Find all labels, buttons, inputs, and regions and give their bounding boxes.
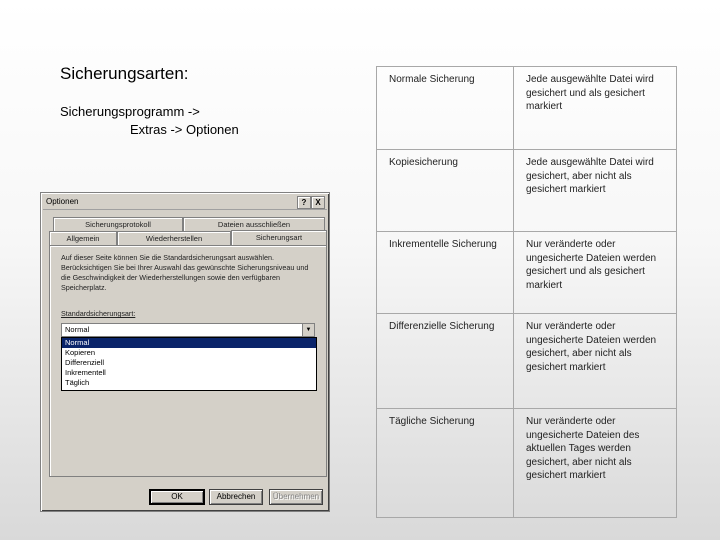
backup-type-name: Kopiesicherung xyxy=(377,150,514,232)
table-row xyxy=(377,67,677,150)
table-row xyxy=(377,314,677,409)
options-dialog xyxy=(40,192,330,512)
slide-heading: Sicherungsarten: xyxy=(60,64,189,83)
backup-type-label: Standardsicherungsart: xyxy=(61,309,136,318)
apply-button[interactable]: Übernehmen xyxy=(269,489,323,505)
option-normal[interactable]: Normal xyxy=(62,338,316,348)
tab-wiederherstellen[interactable]: Wiederherstellen xyxy=(117,231,231,245)
table-row xyxy=(377,232,677,314)
close-button[interactable]: X xyxy=(311,196,325,209)
panel-description: Auf dieser Seite können Sie die Standardsicherungsart auswählen. Berücksichtigen Sie bei Ihrer Auswahl das gewünschte Sicherungsniveau und die Geschwindigkeit der Wiederherstellungen sowie den verfügbaren Speicherplatz. xyxy=(61,253,309,292)
selected-backup-type: Normal xyxy=(65,325,90,334)
backup-type-description: Nur veränderte oder ungesicherte Dateien werden gesichert und als gesichert markiert xyxy=(514,232,677,314)
ok-button[interactable]: OK xyxy=(149,489,205,505)
menu-path-line-1: Sicherungsprogramm -> xyxy=(60,104,200,119)
cancel-button[interactable]: Abbrechen xyxy=(209,489,263,505)
backup-type-description: Jede ausgewählte Datei wird gesichert und als gesichert markiert xyxy=(514,67,677,150)
dialog-title: Optionen xyxy=(46,197,79,206)
table-row xyxy=(377,409,677,518)
backup-types-table xyxy=(376,66,677,518)
backup-type-description: Nur veränderte oder ungesicherte Dateien des aktuellen Tages werden gesichert, aber nicht als gesichert markiert xyxy=(514,409,677,518)
help-button[interactable]: ? xyxy=(297,196,311,209)
option-taeglich[interactable]: Täglich xyxy=(65,378,90,387)
tab-sicherungsprotokoll[interactable]: Sicherungsprotokoll xyxy=(53,217,183,231)
tab-sicherungsart[interactable]: Sicherungsart xyxy=(231,230,327,245)
dialog-titlebar xyxy=(43,195,327,210)
dropdown-arrow-icon[interactable]: ▼ xyxy=(302,324,314,336)
backup-type-name: Tägliche Sicherung xyxy=(377,409,514,518)
backup-type-dropdown-list xyxy=(61,337,317,391)
backup-type-description: Nur veränderte oder ungesicherte Dateien werden gesichert, aber nicht als gesichert markiert xyxy=(514,314,677,409)
backup-type-select[interactable] xyxy=(61,323,315,337)
option-differenziell[interactable]: Differenziell xyxy=(65,358,105,367)
tab-allgemein[interactable]: Allgemein xyxy=(49,231,117,245)
option-kopieren[interactable]: Kopieren xyxy=(65,348,96,357)
backup-type-name: Differenzielle Sicherung xyxy=(377,314,514,409)
menu-path-line-2: Extras -> Optionen xyxy=(130,122,239,137)
tab-dateien-ausschliessen[interactable]: Dateien ausschließen xyxy=(183,217,325,231)
backup-type-name: Normale Sicherung xyxy=(377,67,514,150)
backup-type-description: Jede ausgewählte Datei wird gesichert, aber nicht als gesichert markiert xyxy=(514,150,677,232)
table-row xyxy=(377,150,677,232)
backup-type-name: Inkrementelle Sicherung xyxy=(377,232,514,314)
option-inkrementell[interactable]: Inkrementell xyxy=(65,368,106,377)
